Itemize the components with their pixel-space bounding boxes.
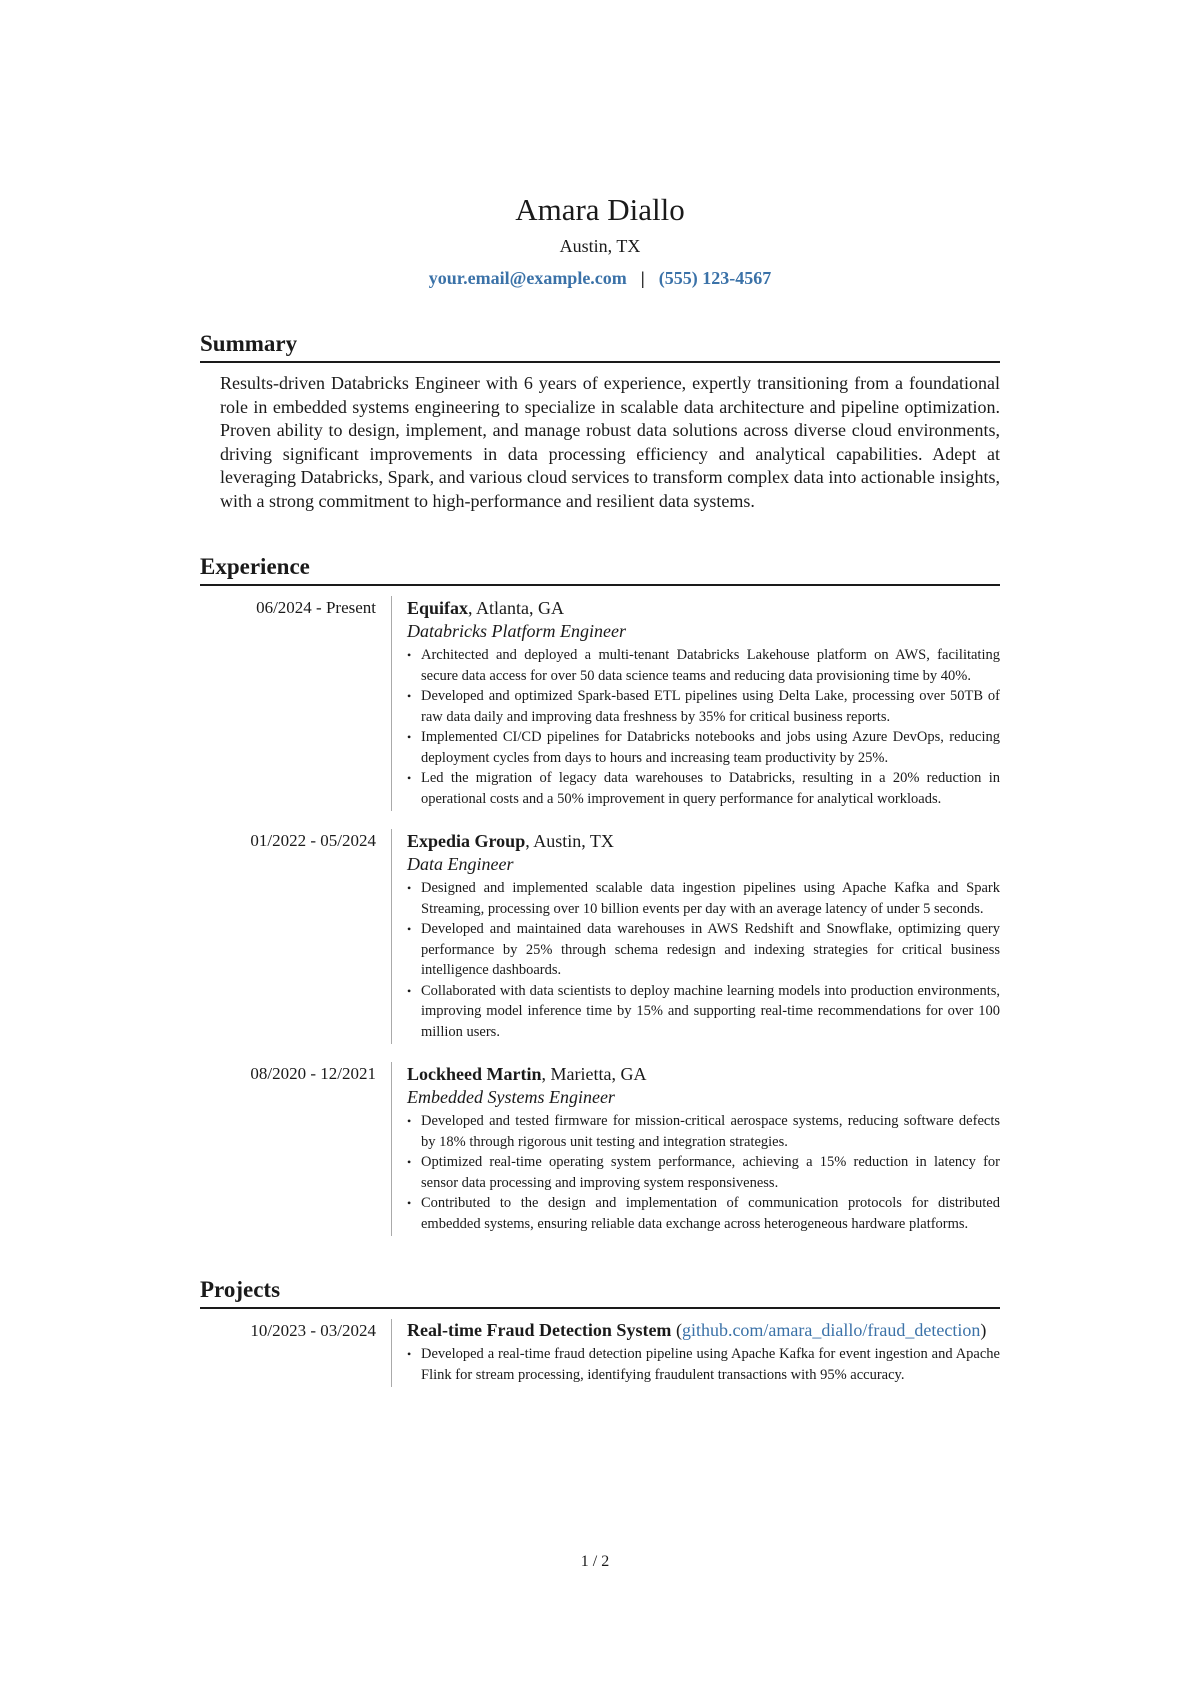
entry-body <box>391 596 1000 811</box>
company-name: Equifax <box>407 598 469 618</box>
entry-body <box>391 829 1000 1044</box>
bullet-item: • Contributed to the design and implementation of communication protocols for distributed embedded systems, ensuring reliable data exchange across heterogeneous hardware platforms. <box>407 1193 1000 1234</box>
entry-organization <box>407 829 1000 853</box>
experience-entry <box>200 829 1000 1044</box>
candidate-location: Austin, TX <box>559 236 641 256</box>
entry-date: 08/2020 - 12/2021 <box>250 1064 376 1083</box>
bullet-item: • Developed and optimized Spark-based ETL pipelines using Delta Lake, processing over 50TB of raw data daily and improving data freshness by 35% for critical business reports. <box>407 686 1000 727</box>
company-location: , Marietta, GA <box>541 1064 647 1084</box>
page-number: 1 / 2 <box>580 1553 610 1570</box>
job-title: Data Engineer <box>407 854 514 874</box>
bullet-item: • Developed and maintained data warehouses in AWS Redshift and Snowflake, optimizing query performance by 25% through schema redesign and indexing strategies for critical business intelligence dashboards. <box>407 919 1000 981</box>
contact-line <box>200 266 1000 290</box>
experience-entry <box>200 1062 1000 1236</box>
link-open-paren: ( <box>675 1320 682 1340</box>
bullet-item: • Led the migration of legacy data warehouses to Databricks, resulting in a 20% reduction in operational costs and a 50% improvement in query performance for analytical workloads. <box>407 768 1000 809</box>
contact-separator: | <box>640 268 645 288</box>
section-title-experience: Experience <box>200 553 1000 586</box>
job-title: Databricks Platform Engineer <box>407 621 626 641</box>
bullet-item: • Implemented CI/CD pipelines for Databricks notebooks and jobs using Azure DevOps, reducing deployment cycles from days to hours and increasing team productivity by 25%. <box>407 727 1000 768</box>
entry-organization <box>407 596 1000 620</box>
projects-section <box>200 1276 1000 1387</box>
bullet-item: • Developed and tested firmware for mission-critical aerospace systems, reducing software defects by 18% through rigorous unit testing and integration strategies. <box>407 1111 1000 1152</box>
resume-page <box>200 190 1000 1387</box>
bullet-list <box>407 878 1000 1042</box>
company-name: Lockheed Martin <box>407 1064 542 1084</box>
company-location: , Austin, TX <box>525 831 614 851</box>
section-title-summary: Summary <box>200 330 1000 363</box>
bullet-item: • Architected and deployed a multi-tenant Databricks Lakehouse platform on AWS, facilitating secure data access for over 50 data science teams and reducing data provisioning time by 40%. <box>407 645 1000 686</box>
entry-date: 10/2023 - 03/2024 <box>250 1321 376 1340</box>
bullet-list <box>407 1111 1000 1234</box>
entry-body <box>391 1319 1000 1387</box>
project-link[interactable]: github.com/amara_diallo/fraud_detection <box>681 1320 981 1340</box>
entry-body <box>391 1062 1000 1236</box>
candidate-name: Amara Diallo <box>515 192 685 227</box>
resume-header <box>200 190 1000 290</box>
bullet-item: • Designed and implemented scalable data ingestion pipelines using Apache Kafka and Spark Streaming, processing over 10 billion events per day with an average latency of under 5 seconds. <box>407 878 1000 919</box>
summary-section <box>200 330 1000 513</box>
project-entry <box>200 1319 1000 1387</box>
bullet-item: • Optimized real-time operating system performance, achieving a 15% reduction in latency for sensor data processing and improving system responsiveness. <box>407 1152 1000 1193</box>
bullet-list <box>407 645 1000 809</box>
job-title: Embedded Systems Engineer <box>407 1087 615 1107</box>
bullet-item: • Collaborated with data scientists to deploy machine learning models into production environments, improving model inference time by 15% and supporting real-time recommendations for over 100 million users. <box>407 981 1000 1043</box>
entry-date: 01/2022 - 05/2024 <box>250 831 376 850</box>
bullet-item: • Developed a real-time fraud detection pipeline using Apache Kafka for event ingestion and Apache Flink for stream processing, identifying fraudulent transactions with 95% accuracy. <box>407 1344 1000 1385</box>
link-close-paren: ) <box>980 1320 987 1340</box>
summary-text: Results-driven Databricks Engineer with 6 years of experience, expertly transitioning from a foundational role in embedded systems engineering to specialize in scalable data architecture and pipeline optimization. Proven ability to design, implement, and manage robust data solutions across diverse cloud environments, driving significant improvements in data processing efficiency and analytical capabilities. Adept at leveraging Databricks, Spark, and various cloud services to transform complex data into actionable insights, with a strong commitment to high-performance and resilient data systems. <box>220 373 1000 511</box>
company-name: Expedia Group <box>407 831 526 851</box>
section-title-projects: Projects <box>200 1276 1000 1309</box>
entry-organization <box>407 1062 1000 1086</box>
email-link[interactable]: your.email@example.com <box>428 268 627 288</box>
experience-entry <box>200 596 1000 811</box>
phone-link[interactable]: (555) 123-4567 <box>658 268 772 288</box>
entry-date: 06/2024 - Present <box>256 598 376 617</box>
project-name: Real-time Fraud Detection System <box>407 1320 672 1340</box>
project-title <box>407 1319 1000 1342</box>
company-location: , Atlanta, GA <box>468 598 565 618</box>
experience-section <box>200 553 1000 1236</box>
bullet-list <box>407 1344 1000 1385</box>
